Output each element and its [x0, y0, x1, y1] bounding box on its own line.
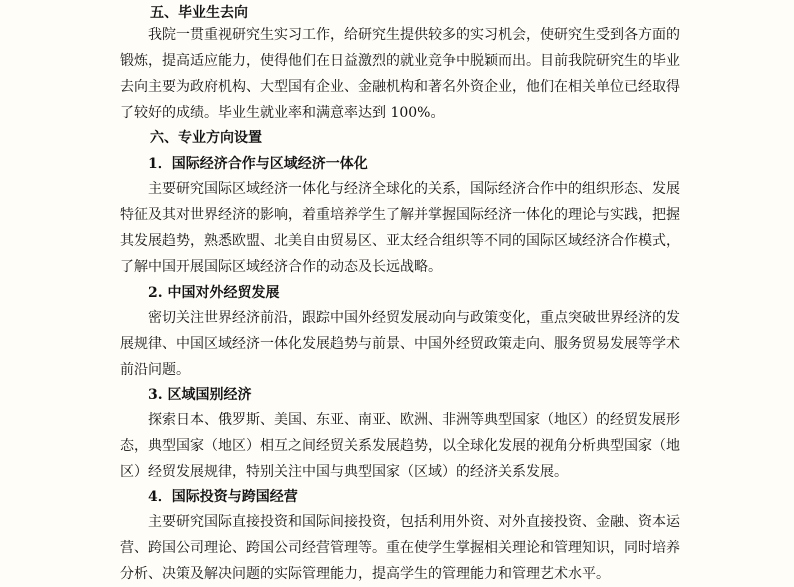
text-line: 态，典型国家（地区）相互之间经贸关系发展趋势，以全球化发展的视角分析典型国家（地 [120, 438, 680, 454]
text-line: 特征及其对世界经济的影响，着重培养学生了解并掌握国际经济一体化的理论与实践，把握 [120, 207, 680, 223]
text-line: 分析、决策及解决问题的实际管理能力，提高学生的管理能力和管理艺术水平。 [120, 566, 610, 582]
text-line: 营、跨国公司理论、跨国公司经营管理等。重在使学生掌握相关理论和管理知识，同时培养 [120, 540, 680, 556]
text-line: 其发展趋势，熟悉欧盟、北美自由贸易区、亚太经合组织等不同的国际区域经济合作模式， [120, 233, 680, 249]
text-line: 主要研究国际区域经济一体化与经济全球化的关系，国际经济合作中的组织形态、发展 [148, 181, 680, 197]
sub-heading-3: 3. 区域国别经济 [148, 387, 252, 403]
text-line: 密切关注世界经济前沿，跟踪中国外经贸发展动向与政策变化，重点突破世界经济的发 [148, 310, 680, 326]
sub-heading-2: 2. 中国对外经贸发展 [148, 285, 280, 301]
section-heading-graduate-destination: 五、毕业生去向 [150, 5, 248, 21]
text-line: 主要研究国际直接投资和国际间接投资，包括利用外资、对外直接投资、金融、资本运 [148, 514, 680, 530]
text-line: 区）经贸发展规律，特别关注中国与典型国家（区域）的经济关系发展。 [120, 464, 568, 480]
text-line: 展规律、中国区域经济一体化发展趋势与前景、中国外经贸政策走向、服务贸易发展等学术 [120, 336, 680, 352]
text-line: 了解中国开展国际区域经济合作的动态及长远战略。 [120, 259, 442, 275]
paragraph-direction-4 [120, 509, 680, 587]
sub-heading-1: 1．国际经济合作与区域经济一体化 [148, 156, 368, 172]
sub-heading-4: 4．国际投资与跨国经营 [148, 489, 298, 505]
section-heading-major-directions: 六、专业方向设置 [150, 130, 262, 146]
text-line: 了较好的成绩。毕业生就业率和满意率达到 100%。 [120, 105, 445, 121]
paragraph-direction-3 [120, 407, 680, 485]
text-line: 我院一贯重视研究生实习工作，给研究生提供较多的实习机会，使研究生受到各方面的 [148, 27, 680, 43]
paragraph-direction-2 [120, 305, 680, 383]
text-line: 探索日本、俄罗斯、美国、东亚、南亚、欧洲、非洲等典型国家（地区）的经贸发展形 [148, 412, 680, 428]
paragraph-graduate-destination [120, 22, 680, 126]
text-line: 去向主要为政府机构、大型国有企业、金融机构和著名外资企业，他们在相关单位已经取得 [120, 79, 680, 95]
text-line: 锻炼，提高适应能力，使得他们在日益激烈的就业竞争中脱颖而出。目前我院研究生的毕业 [120, 53, 680, 69]
text-line: 前沿问题。 [120, 362, 190, 378]
paragraph-direction-1 [120, 176, 680, 280]
